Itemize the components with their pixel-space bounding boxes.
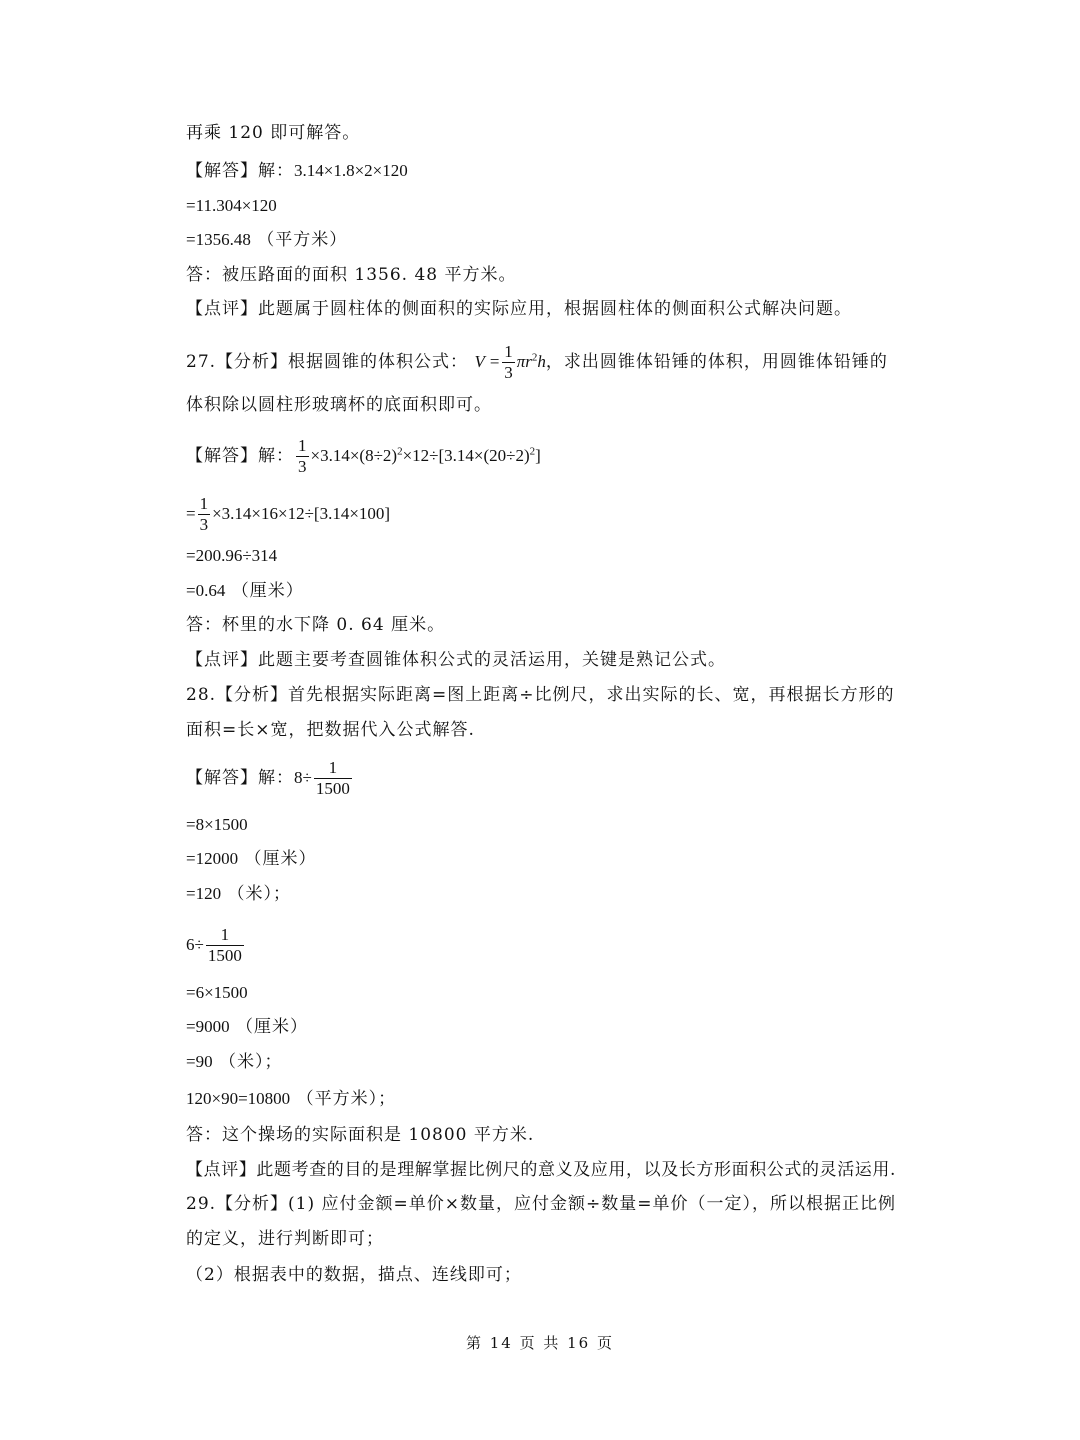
fraction: $\frac{1}{3}$ [298, 436, 307, 476]
equation-line: =11.304×120 [186, 196, 277, 215]
text-line: 的定义，进行判断即可； [186, 1229, 384, 1249]
analysis-line: 27.【分析】根据圆锥的体积公式： V = $\frac{1}{3}$ $\pi r^2h$，求出圆锥体铅锤的体积，用圆锥体铅锤的 [186, 342, 888, 382]
analysis-line: 28.【分析】首先根据实际距离=图上距离÷比例尺，求出实际的长、宽，再根据长方形的 [186, 685, 895, 705]
text-line: 体积除以圆柱形玻璃杯的底面积即可。 [186, 395, 492, 415]
text-line: 面积=长×宽，把数据代入公式解答. [186, 720, 475, 740]
fraction: $\frac{1}{3}$ [504, 342, 513, 382]
equation-line: 【解答】解：8÷ $\frac{1}{1500}$ [186, 758, 350, 798]
equation-line: =9000 （厘米） [186, 1017, 308, 1037]
equation-line: 6÷ $\frac{1}{1500}$ [186, 925, 242, 965]
equation-line: 【解答】解： $\frac{1}{3}$ $\times 3.14\times(8\div 2)^2\times 12\div[3.14\times(20\div 2)^2]$ [186, 436, 541, 476]
fraction: $\frac{1}{3}$ [199, 494, 209, 534]
answer-line: 答：这个操场的实际面积是 10800 平方米. [186, 1125, 535, 1145]
equation-line: =8×1500 [186, 815, 248, 834]
equation-line: =120 （米）； [186, 884, 291, 904]
equation-line: =12000 （厘米） [186, 849, 317, 869]
answer-line: 答：被压路面的面积 1356. 48 平方米。 [186, 265, 517, 285]
fraction: $\frac{1}{1500}$ [315, 758, 350, 798]
equation-line: = $\frac{1}{3}$ ×3.14×16×12÷[3.14×100] [186, 494, 391, 534]
comment-line: 【点评】此题主要考查圆锥体积公式的灵活运用，关键是熟记公式。 [186, 650, 726, 670]
text-line: 【解答】解：3.14×1.8×2×120 [186, 161, 408, 181]
analysis-line: 29.【分析】(1) 应付金额=单价×数量，应付金额÷数量=单价（一定），所以根据正比例 [186, 1194, 896, 1214]
page-footer: 第 14 页 共 16 页 [465, 1334, 614, 1352]
equation-line: 120×90=10800 （平方米）； [186, 1089, 397, 1109]
text-line: 再乘 120 即可解答。 [186, 123, 361, 143]
comment-line: 【点评】此题考查的目的是理解掌握比例尺的意义及应用，以及长方形面积公式的灵活运用. [186, 1160, 897, 1180]
fraction: $\frac{1}{1500}$ [207, 925, 242, 965]
equation-line: =200.96÷314 [186, 546, 278, 565]
comment-line: 【点评】此题属于圆柱体的侧面积的实际应用，根据圆柱体的侧面积公式解决问题。 [186, 299, 852, 319]
equation-line: =0.64 （厘米） [186, 581, 304, 601]
equation-line: =1356.48 （平方米） [186, 230, 348, 250]
equation-line: =90 （米）； [186, 1052, 283, 1072]
equation-line: =6×1500 [186, 983, 248, 1002]
text-line: （2）根据表中的数据，描点、连线即可； [186, 1265, 522, 1285]
answer-line: 答：杯里的水下降 0. 64 厘米。 [186, 615, 446, 635]
